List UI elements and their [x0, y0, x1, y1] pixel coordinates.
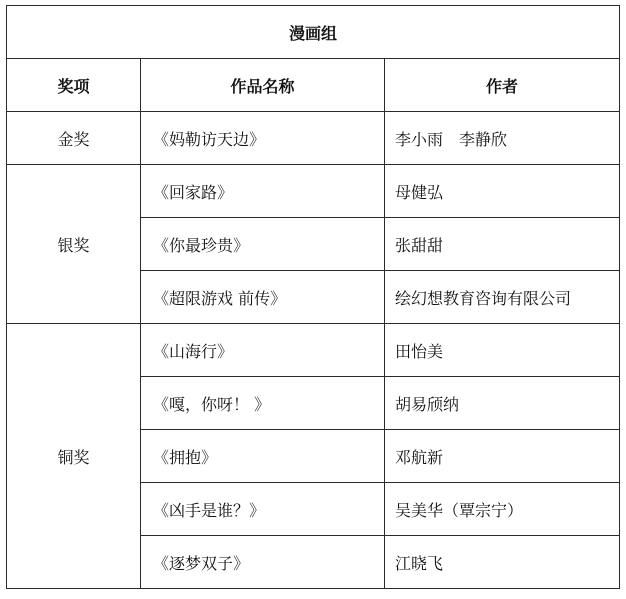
award-table — [6, 5, 620, 589]
work-name: 《山海行》 — [141, 324, 385, 377]
author-name: 李小雨 李静欣 — [385, 112, 620, 165]
table-row — [7, 165, 620, 218]
award-bronze: 铜奖 — [7, 324, 141, 589]
table-title-row — [7, 6, 620, 59]
work-name: 《拥抱》 — [141, 430, 385, 483]
table-row — [7, 324, 620, 377]
award-silver: 银奖 — [7, 165, 141, 324]
table-title: 漫画组 — [7, 6, 620, 59]
header-award: 奖项 — [7, 59, 141, 112]
author-name: 母健弘 — [385, 165, 620, 218]
author-name: 江晓飞 — [385, 536, 620, 589]
work-name: 《超限游戏 前传》 — [141, 271, 385, 324]
author-name: 吴美华（覃宗宁） — [385, 483, 620, 536]
work-name: 《嘎，你呀！ 》 — [141, 377, 385, 430]
author-name: 绘幻想教育咨询有限公司 — [385, 271, 620, 324]
work-name: 《回家路》 — [141, 165, 385, 218]
header-author: 作者 — [385, 59, 620, 112]
author-name: 田怡美 — [385, 324, 620, 377]
work-name: 《你最珍贵》 — [141, 218, 385, 271]
award-gold: 金奖 — [7, 112, 141, 165]
table-header-row — [7, 59, 620, 112]
author-name: 胡易颀纳 — [385, 377, 620, 430]
header-work-name: 作品名称 — [141, 59, 385, 112]
work-name: 《凶手是谁？》 — [141, 483, 385, 536]
author-name: 张甜甜 — [385, 218, 620, 271]
author-name: 邓航新 — [385, 430, 620, 483]
table-row — [7, 112, 620, 165]
work-name: 《妈勒访天边》 — [141, 112, 385, 165]
work-name: 《逐梦双子》 — [141, 536, 385, 589]
